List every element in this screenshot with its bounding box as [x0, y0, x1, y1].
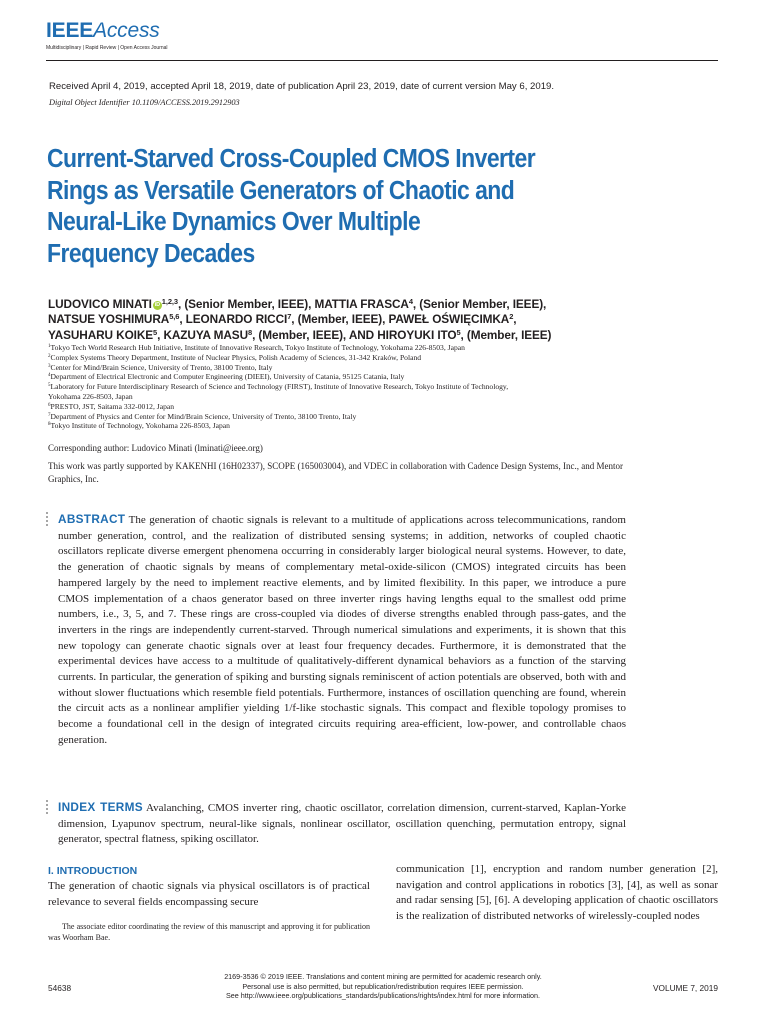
affiliation-number: 2 — [48, 353, 51, 359]
editor-footnote: The associate editor coordinating the review of this manuscript and approving it for publication was Woorham Bae. — [48, 922, 370, 942]
author-text: , — [513, 312, 517, 327]
affiliation-number: 5 — [48, 383, 51, 389]
affiliation-sup: 7 — [287, 312, 292, 322]
affiliation-sup: 2 — [509, 312, 514, 322]
affiliation-sup: 4 — [408, 297, 413, 306]
affiliation-number: 3 — [48, 363, 51, 369]
affiliation-number: 7 — [48, 412, 51, 418]
affiliation-text: Center for Mind/Brain Science, University of Trento, 38100 Trento, Italy — [50, 362, 273, 372]
copyright-line: 2169-3536 © 2019 IEEE. Translations and content mining are permitted for academic research only. — [224, 972, 542, 981]
index-terms-dots-icon — [46, 800, 49, 816]
orcid-icon[interactable]: iD — [154, 302, 160, 308]
affiliation-sup: 5,6 — [169, 312, 180, 322]
author-text: , (Senior Member, IEEE), — [412, 297, 547, 311]
volume-label: VOLUME 7, 2019 — [652, 983, 718, 993]
author-text: , (Member, IEEE), PAWEŁ OŚWIĘCIMKA — [291, 312, 510, 327]
abstract-dots-icon — [46, 512, 49, 528]
affiliation-sup: 5 — [456, 327, 461, 337]
author-text: , KAZUYA MASU — [157, 327, 248, 342]
author-text: , (Member, IEEE), AND HIROYUKI ITO — [252, 327, 457, 342]
author-name: YASUHARU KOIKE — [48, 327, 154, 342]
affiliation-sup: 8 — [248, 327, 253, 337]
journal-wordmark — [46, 20, 168, 42]
journal-name: Access — [93, 19, 160, 42]
affiliation-item — [48, 372, 648, 382]
copyright-line: Personal use is also permitted, but republication/redistribution requires IEEE permission. — [242, 981, 524, 991]
author-text: , (Senior Member, IEEE), MATTIA FRASCA — [177, 297, 409, 311]
affiliation-text: Complex Systems Theory Department, Institute of Nuclear Physics, Polish Academy of Sciences, 31-342 Kraków, Poland — [50, 352, 422, 362]
author-name: NATSUE YOSHIMURA — [48, 312, 170, 327]
affiliation-number: 1 — [48, 344, 51, 349]
paper-title — [47, 144, 605, 270]
affiliation-item — [48, 382, 648, 392]
affiliation-list — [48, 343, 648, 431]
affiliation-text: Laboratory for Future Interdisciplinary Research of Science and Technology (FIRST), Institute of Innovative Research, Tokyo Institute of Technology, — [50, 382, 509, 392]
affiliation-item — [48, 343, 648, 353]
affiliation-item — [48, 402, 648, 412]
corresponding-author: Corresponding author: Ludovico Minati (lminati@ieee.org) — [48, 443, 263, 453]
header-rule — [46, 60, 718, 61]
abstract-text: The generation of chaotic signals is relevant to a multitude of applications across telecommunications, random number generation, control, and the realization of distributed sensing systems; in addition, networks of coupled chaotic oscillators replicate diverse emergent phenomena occurring in considerably larger biological neural systems. However, to date, the generation of chaotic signals by means of complementary metal-oxide-silicon (CMOS) integrated circuits has been hampered largely by the need to implement reactive elements, and by limited flexibility. In this paper, we introduce a pure CMOS implementation of a chaos generator based on three inverter rings having lengths equal to the smallest odd prime numbers, i.e., 3, 5, and 7. These rings are cross-coupled via diodes of diverse strengths enabled through pass-gates, and the inverters in the rings are independently current-starved. Through numerical simulations and experiments, it is shown that this new topology can generate chaotic signals over at least four frequency decades. Furthermore, it is demonstrated that the experimental devices have access to a multitude of qualitatively-different dynamical behaviors as a function of the starving currents. In particular, the generation of spiking and bursting signals reminiscent of action potentials are observed, both with and without slower fluctuations which resemble field potentials. Furthermore, instances of oscillation quenching are found, wherein the circuit acts as a nonlinear amplifier yielding 1/f-like stochastic signals. This compact and flexible topology promises to become a foundational cell in the design of integrated circuits requiring area-efficient, low-power, and controllable chaos generation. — [58, 514, 626, 746]
title-line: Neural-Like Dynamics Over Multiple — [47, 208, 421, 236]
journal-tagline: Multidisciplinary | Rapid Review | Open Access Journal — [46, 45, 168, 51]
funding-note: This work was partly supported by KAKENHI (16H02337), SCOPE (165003004), and VDEC in collaboration with Cadence Design Systems, Inc., and Mentor Graphics, Inc. — [48, 461, 624, 484]
index-terms — [58, 800, 626, 848]
intro-column-right: communication [1], encryption and random number generation [2], navigation and control applications in robotics [3], [4], as well as sonar and radar sensing [5], [6]. A developing application of chaotic oscillators is the realization of distributed networks of wirelessly-coupled nodes — [396, 863, 718, 923]
copyright-notice — [190, 972, 576, 1001]
page-number: 54638 — [48, 983, 72, 993]
index-terms-label: INDEX TERMS — [58, 800, 143, 814]
author-text: , (Member, IEEE) — [460, 327, 552, 342]
doi[interactable]: Digital Object Identifier 10.1109/ACCESS.2019.2912903 — [49, 98, 240, 107]
affiliation-number: 6 — [48, 402, 51, 408]
journal-logo[interactable] — [46, 20, 168, 51]
affiliation-sup: 1,2,3 — [161, 297, 178, 306]
affiliation-item — [48, 392, 648, 402]
affiliation-item — [48, 421, 648, 431]
title-line: Rings as Versatile Generators of Chaotic and — [47, 176, 515, 205]
affiliation-number: 8 — [48, 422, 51, 428]
title-line: Current-Starved Cross-Coupled CMOS Inverter — [47, 145, 536, 173]
author-name: LUDOVICO MINATI — [48, 297, 152, 311]
copyright-link[interactable]: See http://www.ieee.org/publications_standards/publications/rights/index.html for more information. — [225, 991, 541, 1001]
received-dates: Received April 4, 2019, accepted April 18, 2019, date of publication April 23, 2019, date of current version May 6, 2019. — [49, 81, 555, 92]
affiliation-text: Department of Electrical Electronic and Computer Engineering (DIEEI), University of Catania, 95125 Catania, Italy — [50, 372, 405, 382]
affiliation-text: Yokohama 226-8503, Japan — [48, 391, 133, 401]
journal-brand: IEEE — [46, 19, 94, 42]
abstract-label: ABSTRACT — [58, 512, 126, 526]
affiliation-text: PRESTO, JST, Saitama 332-0012, Japan — [50, 401, 175, 411]
affiliation-text: Department of Physics and Center for Mind/Brain Science, University of Trento, 38100 Trento, Italy — [50, 411, 357, 421]
affiliation-text: Tokyo Institute of Technology, Yokohama 226-8503, Japan — [50, 421, 230, 431]
intro-column-left: The generation of chaotic signals via physical oscillators is of practical relevance to several fields encompassing secure — [48, 880, 370, 908]
abstract — [58, 512, 626, 749]
affiliation-item — [48, 363, 648, 373]
author-list — [48, 297, 668, 343]
title-line: Frequency Decades — [47, 239, 255, 268]
affiliation-item — [48, 412, 648, 422]
affiliation-number: 4 — [48, 373, 51, 379]
author-line — [48, 297, 668, 312]
author-text: , LEONARDO RICCI — [179, 312, 288, 327]
section-heading-introduction: I. INTRODUCTION — [48, 865, 138, 877]
affiliation-text: Tokyo Tech World Research Hub Initiative, Institute of Innovative Research, Tokyo Institute of Technology, Yokohama 226-8503, Japan — [50, 343, 465, 352]
affiliation-item — [48, 353, 648, 363]
author-line — [48, 312, 668, 327]
author-line — [48, 328, 668, 343]
affiliation-sup: 5 — [153, 327, 158, 337]
index-terms-text: Avalanching, CMOS inverter ring, chaotic oscillator, correlation dimension, current-starved, Kaplan-Yorke dimension, Lyapunov spectrum, neural-like signals, nonlinear oscillator, oscillation quenching, permutation entropy, signal generator, spectral flatness, spiking oscillator. — [58, 802, 626, 846]
